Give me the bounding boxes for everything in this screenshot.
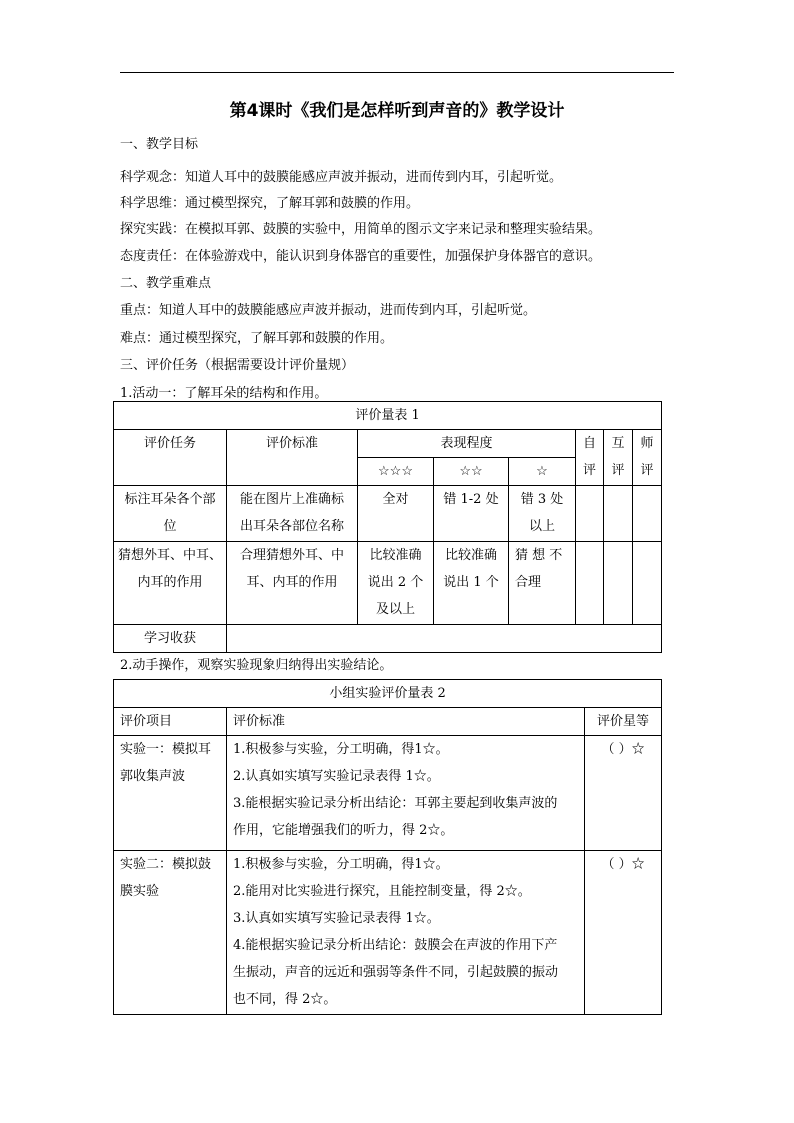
keypoint-item: 难点：通过模型探究，了解耳郭和鼓膜的作用。 [120, 331, 394, 346]
table2-header-item: 评价项目 [114, 708, 227, 736]
level3-cell: 全对 [358, 486, 434, 542]
level1-cell: 猜 想 不 合理 [509, 542, 576, 625]
table2-header-stars: 评价星等 [585, 708, 662, 736]
standard-cell: 能在图片上准确标 出耳朵各部位名称 [227, 486, 358, 542]
activity1-label: 1.活动一：了解耳朵的结构和作用。 [120, 386, 328, 401]
learning-gain-label: 学习收获 [114, 625, 227, 653]
star-rating-field[interactable]: （ ）☆ [585, 736, 662, 851]
table1-header-level: 表现程度 [358, 430, 576, 458]
peer-eval-cell[interactable] [604, 542, 633, 625]
table1-header-task: 评价任务 [114, 430, 227, 486]
learning-gain-cell[interactable] [227, 625, 662, 653]
table2-caption: 小组实验评价量表 2 [114, 680, 662, 708]
table1-caption: 评价量表 1 [114, 402, 662, 430]
table1-header-standard: 评价标准 [227, 430, 358, 486]
table2-header-standard: 评价标准 [227, 708, 585, 736]
goal-item: 探究实践：在模拟耳郭、鼓膜的实验中，用简单的图示文字来记录和整理实验结果。 [120, 222, 602, 237]
experiment-item-cell: 实验一：模拟耳 郭收集声波 [114, 736, 227, 851]
level3-cell: 比较准确 说出 2 个 及以上 [358, 542, 434, 625]
keypoint-item: 重点：知道人耳中的鼓膜能感应声波并振动，进而传到内耳，引起听觉。 [120, 303, 537, 318]
table1-header-teacher: 师 评 [633, 430, 662, 486]
teacher-eval-cell[interactable] [633, 542, 662, 625]
star-rating-3: ☆☆☆ [358, 458, 434, 486]
goal-item: 科学思维：通过模型探究，了解耳郭和鼓膜的作用。 [120, 196, 420, 211]
table-row [114, 542, 662, 625]
table1-header-self: 自 评 [576, 430, 604, 486]
section3-heading: 三、评价任务（根据需要设计评价量规） [120, 358, 355, 373]
teacher-eval-cell[interactable] [633, 486, 662, 542]
self-eval-cell[interactable] [576, 542, 604, 625]
star-rating-1: ☆ [509, 458, 576, 486]
self-eval-cell[interactable] [576, 486, 604, 542]
table-row [114, 625, 662, 653]
table-row [114, 736, 662, 851]
page-title: 第4课时《我们是怎样听到声音的》教学设计 [229, 101, 565, 121]
level1-cell: 错 3 处 以上 [509, 486, 576, 542]
section1-heading: 一、教学目标 [120, 137, 199, 152]
task-cell: 标注耳朵各个部 位 [114, 486, 227, 542]
star-rating-field[interactable]: （ ）☆ [585, 851, 662, 1015]
level2-cell: 错 1-2 处 [434, 486, 509, 542]
table-row [114, 486, 662, 542]
section2-heading: 二、教学重难点 [120, 276, 212, 291]
goal-item: 科学观念：知道人耳中的鼓膜能感应声波并振动，进而传到内耳，引起听觉。 [120, 170, 563, 185]
activity2-label: 2.动手操作，观察实验现象归纳得出实验结论。 [120, 658, 393, 673]
table1-header-peer: 互 评 [604, 430, 633, 486]
table-row [114, 851, 662, 1015]
goal-item: 态度责任：在体验游戏中，能认识到身体器官的重要性，加强保护身体器官的意识。 [120, 249, 602, 264]
criteria-cell: 1.积极参与实验，分工明确，得1☆。 2.能用对比实验进行探究，且能控制变量，得 2☆。 3.认真如实填写实验记录表得 1☆。 4.能根据实验记录分析出结论：鼓膜会在声波的作用下产 生振动，声音的远近和强弱等条件不同，引起鼓膜的振动 也不同，得 2☆。 [227, 851, 585, 1015]
peer-eval-cell[interactable] [604, 486, 633, 542]
star-rating-2: ☆☆ [434, 458, 509, 486]
evaluation-table-1 [113, 401, 662, 653]
level2-cell: 比较准确 说出 1 个 [434, 542, 509, 625]
standard-cell: 合理猜想外耳、中 耳、内耳的作用 [227, 542, 358, 625]
experiment-item-cell: 实验二：模拟鼓 膜实验 [114, 851, 227, 1015]
header-rule [120, 72, 674, 73]
criteria-cell: 1.积极参与实验，分工明确，得1☆。 2.认真如实填写实验记录表得 1☆。 3.能根据实验记录分析出结论：耳郭主要起到收集声波的 作用，它能增强我们的听力，得 2☆。 [227, 736, 585, 851]
evaluation-table-2 [113, 679, 662, 1015]
task-cell: 猜想外耳、中耳、 内耳的作用 [114, 542, 227, 625]
